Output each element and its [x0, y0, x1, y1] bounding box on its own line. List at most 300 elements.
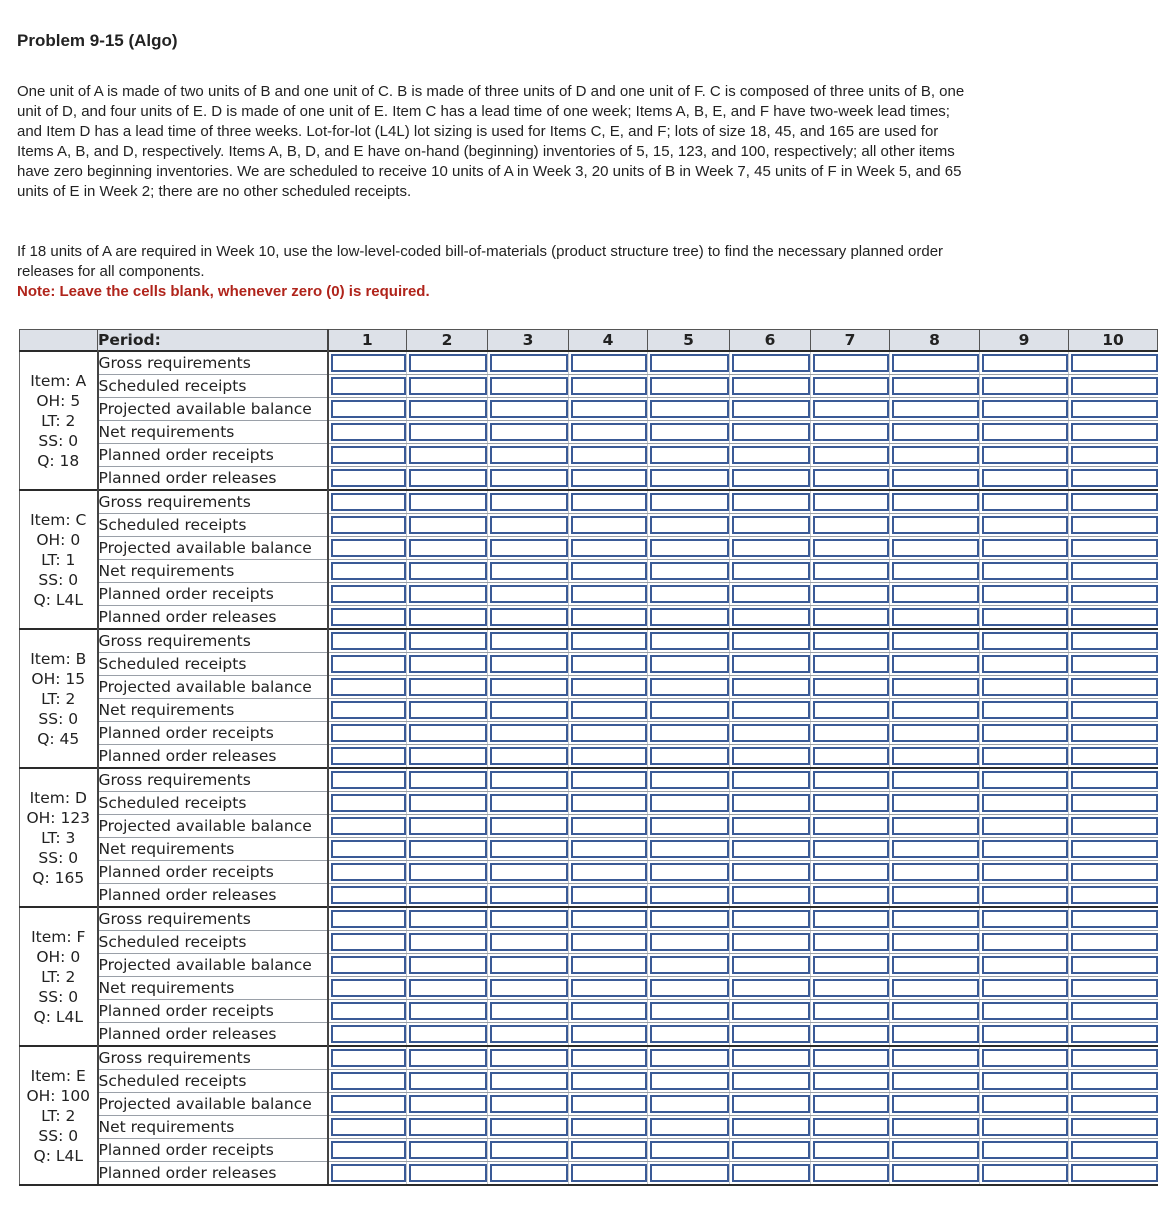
answer-input[interactable]	[331, 817, 407, 835]
answer-input[interactable]	[409, 469, 487, 487]
answer-input[interactable]	[1071, 747, 1158, 765]
answer-input[interactable]	[571, 608, 647, 626]
answer-input[interactable]	[650, 493, 729, 511]
answer-input[interactable]	[409, 1049, 487, 1067]
answer-input[interactable]	[409, 632, 487, 650]
answer-input[interactable]	[892, 469, 979, 487]
answer-input[interactable]	[490, 933, 568, 951]
answer-input[interactable]	[409, 493, 487, 511]
answer-input[interactable]	[1071, 632, 1158, 650]
answer-input[interactable]	[732, 1164, 810, 1182]
answer-input[interactable]	[813, 817, 889, 835]
answer-input[interactable]	[331, 1049, 407, 1067]
answer-input[interactable]	[571, 747, 647, 765]
answer-input[interactable]	[331, 863, 407, 881]
answer-input[interactable]	[732, 655, 810, 673]
answer-input[interactable]	[813, 886, 889, 904]
answer-input[interactable]	[409, 1072, 487, 1090]
answer-input[interactable]	[331, 886, 407, 904]
answer-input[interactable]	[409, 539, 487, 557]
answer-input[interactable]	[982, 655, 1068, 673]
answer-input[interactable]	[1071, 1095, 1158, 1113]
answer-input[interactable]	[490, 678, 568, 696]
answer-input[interactable]	[1071, 608, 1158, 626]
answer-input[interactable]	[892, 747, 979, 765]
answer-input[interactable]	[490, 724, 568, 742]
answer-input[interactable]	[982, 956, 1068, 974]
answer-input[interactable]	[982, 678, 1068, 696]
answer-input[interactable]	[813, 678, 889, 696]
answer-input[interactable]	[982, 632, 1068, 650]
answer-input[interactable]	[892, 585, 979, 603]
answer-input[interactable]	[732, 956, 810, 974]
answer-input[interactable]	[650, 516, 729, 534]
answer-input[interactable]	[571, 817, 647, 835]
answer-input[interactable]	[982, 701, 1068, 719]
answer-input[interactable]	[331, 1118, 407, 1136]
answer-input[interactable]	[732, 771, 810, 789]
answer-input[interactable]	[813, 1095, 889, 1113]
answer-input[interactable]	[490, 493, 568, 511]
answer-input[interactable]	[732, 400, 810, 418]
answer-input[interactable]	[409, 747, 487, 765]
answer-input[interactable]	[490, 585, 568, 603]
answer-input[interactable]	[490, 446, 568, 464]
answer-input[interactable]	[732, 562, 810, 580]
answer-input[interactable]	[490, 886, 568, 904]
answer-input[interactable]	[650, 840, 729, 858]
answer-input[interactable]	[650, 1025, 729, 1043]
answer-input[interactable]	[650, 933, 729, 951]
answer-input[interactable]	[813, 701, 889, 719]
answer-input[interactable]	[650, 724, 729, 742]
answer-input[interactable]	[982, 585, 1068, 603]
answer-input[interactable]	[490, 377, 568, 395]
answer-input[interactable]	[490, 817, 568, 835]
answer-input[interactable]	[732, 979, 810, 997]
answer-input[interactable]	[732, 1141, 810, 1159]
answer-input[interactable]	[982, 840, 1068, 858]
answer-input[interactable]	[571, 701, 647, 719]
answer-input[interactable]	[1071, 446, 1158, 464]
answer-input[interactable]	[1071, 701, 1158, 719]
answer-input[interactable]	[409, 1118, 487, 1136]
answer-input[interactable]	[813, 400, 889, 418]
answer-input[interactable]	[409, 1164, 487, 1182]
answer-input[interactable]	[813, 423, 889, 441]
answer-input[interactable]	[331, 1141, 407, 1159]
answer-input[interactable]	[813, 724, 889, 742]
answer-input[interactable]	[490, 1049, 568, 1067]
answer-input[interactable]	[1071, 516, 1158, 534]
answer-input[interactable]	[409, 377, 487, 395]
answer-input[interactable]	[732, 933, 810, 951]
answer-input[interactable]	[732, 1002, 810, 1020]
answer-input[interactable]	[571, 400, 647, 418]
answer-input[interactable]	[409, 863, 487, 881]
answer-input[interactable]	[732, 469, 810, 487]
answer-input[interactable]	[982, 516, 1068, 534]
answer-input[interactable]	[571, 585, 647, 603]
answer-input[interactable]	[409, 608, 487, 626]
answer-input[interactable]	[1071, 863, 1158, 881]
answer-input[interactable]	[571, 1002, 647, 1020]
answer-input[interactable]	[892, 979, 979, 997]
answer-input[interactable]	[331, 493, 407, 511]
answer-input[interactable]	[331, 771, 407, 789]
answer-input[interactable]	[331, 794, 407, 812]
answer-input[interactable]	[1071, 1002, 1158, 1020]
answer-input[interactable]	[331, 1002, 407, 1020]
answer-input[interactable]	[982, 1095, 1068, 1113]
answer-input[interactable]	[571, 539, 647, 557]
answer-input[interactable]	[982, 1002, 1068, 1020]
answer-input[interactable]	[650, 1072, 729, 1090]
answer-input[interactable]	[571, 1164, 647, 1182]
answer-input[interactable]	[331, 933, 407, 951]
answer-input[interactable]	[892, 1049, 979, 1067]
answer-input[interactable]	[331, 1025, 407, 1043]
answer-input[interactable]	[892, 701, 979, 719]
answer-input[interactable]	[409, 794, 487, 812]
answer-input[interactable]	[813, 539, 889, 557]
answer-input[interactable]	[650, 539, 729, 557]
answer-input[interactable]	[982, 423, 1068, 441]
answer-input[interactable]	[490, 910, 568, 928]
answer-input[interactable]	[892, 1164, 979, 1182]
answer-input[interactable]	[490, 701, 568, 719]
answer-input[interactable]	[331, 377, 407, 395]
answer-input[interactable]	[490, 1025, 568, 1043]
answer-input[interactable]	[813, 516, 889, 534]
answer-input[interactable]	[409, 840, 487, 858]
answer-input[interactable]	[490, 516, 568, 534]
answer-input[interactable]	[331, 1095, 407, 1113]
answer-input[interactable]	[490, 840, 568, 858]
answer-input[interactable]	[892, 400, 979, 418]
answer-input[interactable]	[892, 817, 979, 835]
answer-input[interactable]	[331, 1072, 407, 1090]
answer-input[interactable]	[982, 377, 1068, 395]
answer-input[interactable]	[813, 1141, 889, 1159]
answer-input[interactable]	[571, 516, 647, 534]
answer-input[interactable]	[982, 910, 1068, 928]
answer-input[interactable]	[571, 446, 647, 464]
answer-input[interactable]	[732, 1095, 810, 1113]
answer-input[interactable]	[813, 1164, 889, 1182]
answer-input[interactable]	[982, 469, 1068, 487]
answer-input[interactable]	[1071, 724, 1158, 742]
answer-input[interactable]	[571, 1072, 647, 1090]
answer-input[interactable]	[982, 794, 1068, 812]
answer-input[interactable]	[813, 1002, 889, 1020]
answer-input[interactable]	[331, 539, 407, 557]
answer-input[interactable]	[982, 979, 1068, 997]
answer-input[interactable]	[982, 724, 1068, 742]
answer-input[interactable]	[490, 979, 568, 997]
answer-input[interactable]	[732, 423, 810, 441]
answer-input[interactable]	[650, 1141, 729, 1159]
answer-input[interactable]	[571, 493, 647, 511]
answer-input[interactable]	[490, 539, 568, 557]
answer-input[interactable]	[650, 794, 729, 812]
answer-input[interactable]	[1071, 817, 1158, 835]
answer-input[interactable]	[1071, 655, 1158, 673]
answer-input[interactable]	[490, 354, 568, 372]
answer-input[interactable]	[331, 585, 407, 603]
answer-input[interactable]	[892, 840, 979, 858]
answer-input[interactable]	[650, 771, 729, 789]
answer-input[interactable]	[813, 933, 889, 951]
answer-input[interactable]	[490, 469, 568, 487]
answer-input[interactable]	[813, 910, 889, 928]
answer-input[interactable]	[892, 910, 979, 928]
answer-input[interactable]	[409, 1002, 487, 1020]
answer-input[interactable]	[1071, 1141, 1158, 1159]
answer-input[interactable]	[982, 608, 1068, 626]
answer-input[interactable]	[409, 1095, 487, 1113]
answer-input[interactable]	[892, 377, 979, 395]
answer-input[interactable]	[1071, 979, 1158, 997]
answer-input[interactable]	[650, 817, 729, 835]
answer-input[interactable]	[650, 910, 729, 928]
answer-input[interactable]	[982, 1072, 1068, 1090]
answer-input[interactable]	[571, 794, 647, 812]
answer-input[interactable]	[409, 1025, 487, 1043]
answer-input[interactable]	[813, 771, 889, 789]
answer-input[interactable]	[409, 956, 487, 974]
answer-input[interactable]	[409, 1141, 487, 1159]
answer-input[interactable]	[892, 794, 979, 812]
answer-input[interactable]	[409, 423, 487, 441]
answer-input[interactable]	[982, 354, 1068, 372]
answer-input[interactable]	[331, 724, 407, 742]
answer-input[interactable]	[982, 1025, 1068, 1043]
answer-input[interactable]	[732, 1072, 810, 1090]
answer-input[interactable]	[331, 678, 407, 696]
answer-input[interactable]	[409, 678, 487, 696]
answer-input[interactable]	[732, 910, 810, 928]
answer-input[interactable]	[982, 933, 1068, 951]
answer-input[interactable]	[1071, 423, 1158, 441]
answer-input[interactable]	[571, 562, 647, 580]
answer-input[interactable]	[1071, 1025, 1158, 1043]
answer-input[interactable]	[982, 817, 1068, 835]
answer-input[interactable]	[650, 423, 729, 441]
answer-input[interactable]	[571, 1141, 647, 1159]
answer-input[interactable]	[813, 979, 889, 997]
answer-input[interactable]	[650, 608, 729, 626]
answer-input[interactable]	[813, 608, 889, 626]
answer-input[interactable]	[982, 539, 1068, 557]
answer-input[interactable]	[732, 886, 810, 904]
answer-input[interactable]	[1071, 771, 1158, 789]
answer-input[interactable]	[571, 724, 647, 742]
answer-input[interactable]	[1071, 377, 1158, 395]
answer-input[interactable]	[571, 1095, 647, 1113]
answer-input[interactable]	[571, 423, 647, 441]
answer-input[interactable]	[331, 562, 407, 580]
answer-input[interactable]	[892, 446, 979, 464]
answer-input[interactable]	[650, 956, 729, 974]
answer-input[interactable]	[571, 910, 647, 928]
answer-input[interactable]	[331, 979, 407, 997]
answer-input[interactable]	[813, 1072, 889, 1090]
answer-input[interactable]	[331, 632, 407, 650]
answer-input[interactable]	[650, 1002, 729, 1020]
answer-input[interactable]	[571, 1025, 647, 1043]
answer-input[interactable]	[409, 354, 487, 372]
answer-input[interactable]	[732, 632, 810, 650]
answer-input[interactable]	[892, 539, 979, 557]
answer-input[interactable]	[650, 863, 729, 881]
answer-input[interactable]	[331, 956, 407, 974]
answer-input[interactable]	[892, 1118, 979, 1136]
answer-input[interactable]	[813, 446, 889, 464]
answer-input[interactable]	[490, 562, 568, 580]
answer-input[interactable]	[490, 608, 568, 626]
answer-input[interactable]	[1071, 562, 1158, 580]
answer-input[interactable]	[813, 956, 889, 974]
answer-input[interactable]	[892, 655, 979, 673]
answer-input[interactable]	[409, 886, 487, 904]
answer-input[interactable]	[1071, 585, 1158, 603]
answer-input[interactable]	[1071, 840, 1158, 858]
answer-input[interactable]	[813, 1025, 889, 1043]
answer-input[interactable]	[490, 1095, 568, 1113]
answer-input[interactable]	[982, 1164, 1068, 1182]
answer-input[interactable]	[650, 979, 729, 997]
answer-input[interactable]	[892, 956, 979, 974]
answer-input[interactable]	[490, 1072, 568, 1090]
answer-input[interactable]	[892, 562, 979, 580]
answer-input[interactable]	[892, 632, 979, 650]
answer-input[interactable]	[813, 354, 889, 372]
answer-input[interactable]	[982, 400, 1068, 418]
answer-input[interactable]	[1071, 539, 1158, 557]
answer-input[interactable]	[409, 933, 487, 951]
answer-input[interactable]	[982, 747, 1068, 765]
answer-input[interactable]	[571, 956, 647, 974]
answer-input[interactable]	[982, 562, 1068, 580]
answer-input[interactable]	[1071, 1049, 1158, 1067]
answer-input[interactable]	[490, 1002, 568, 1020]
answer-input[interactable]	[1071, 910, 1158, 928]
answer-input[interactable]	[982, 771, 1068, 789]
answer-input[interactable]	[331, 655, 407, 673]
answer-input[interactable]	[409, 771, 487, 789]
answer-input[interactable]	[813, 562, 889, 580]
answer-input[interactable]	[650, 446, 729, 464]
answer-input[interactable]	[892, 354, 979, 372]
answer-input[interactable]	[813, 1118, 889, 1136]
answer-input[interactable]	[813, 794, 889, 812]
answer-input[interactable]	[650, 678, 729, 696]
answer-input[interactable]	[813, 747, 889, 765]
answer-input[interactable]	[409, 724, 487, 742]
answer-input[interactable]	[650, 1095, 729, 1113]
answer-input[interactable]	[571, 1049, 647, 1067]
answer-input[interactable]	[409, 701, 487, 719]
answer-input[interactable]	[571, 632, 647, 650]
answer-input[interactable]	[732, 516, 810, 534]
answer-input[interactable]	[490, 956, 568, 974]
answer-input[interactable]	[1071, 469, 1158, 487]
answer-input[interactable]	[490, 794, 568, 812]
answer-input[interactable]	[732, 1049, 810, 1067]
answer-input[interactable]	[571, 655, 647, 673]
answer-input[interactable]	[813, 585, 889, 603]
answer-input[interactable]	[892, 1141, 979, 1159]
answer-input[interactable]	[1071, 1118, 1158, 1136]
answer-input[interactable]	[571, 840, 647, 858]
answer-input[interactable]	[490, 863, 568, 881]
answer-input[interactable]	[732, 863, 810, 881]
answer-input[interactable]	[409, 400, 487, 418]
answer-input[interactable]	[1071, 933, 1158, 951]
answer-input[interactable]	[409, 516, 487, 534]
answer-input[interactable]	[409, 446, 487, 464]
answer-input[interactable]	[650, 400, 729, 418]
answer-input[interactable]	[892, 886, 979, 904]
answer-input[interactable]	[1071, 794, 1158, 812]
answer-input[interactable]	[331, 1164, 407, 1182]
answer-input[interactable]	[409, 817, 487, 835]
answer-input[interactable]	[650, 1118, 729, 1136]
answer-input[interactable]	[892, 724, 979, 742]
answer-input[interactable]	[813, 863, 889, 881]
answer-input[interactable]	[331, 469, 407, 487]
answer-input[interactable]	[732, 1025, 810, 1043]
answer-input[interactable]	[732, 817, 810, 835]
answer-input[interactable]	[490, 632, 568, 650]
answer-input[interactable]	[650, 562, 729, 580]
answer-input[interactable]	[331, 701, 407, 719]
answer-input[interactable]	[813, 840, 889, 858]
answer-input[interactable]	[732, 840, 810, 858]
answer-input[interactable]	[409, 655, 487, 673]
answer-input[interactable]	[892, 1002, 979, 1020]
answer-input[interactable]	[982, 863, 1068, 881]
answer-input[interactable]	[813, 469, 889, 487]
answer-input[interactable]	[1071, 1072, 1158, 1090]
answer-input[interactable]	[892, 423, 979, 441]
answer-input[interactable]	[490, 747, 568, 765]
answer-input[interactable]	[1071, 886, 1158, 904]
answer-input[interactable]	[490, 771, 568, 789]
answer-input[interactable]	[331, 747, 407, 765]
answer-input[interactable]	[571, 354, 647, 372]
answer-input[interactable]	[650, 377, 729, 395]
answer-input[interactable]	[1071, 354, 1158, 372]
answer-input[interactable]	[892, 516, 979, 534]
answer-input[interactable]	[409, 910, 487, 928]
answer-input[interactable]	[331, 400, 407, 418]
answer-input[interactable]	[732, 1118, 810, 1136]
answer-input[interactable]	[571, 771, 647, 789]
answer-input[interactable]	[650, 747, 729, 765]
answer-input[interactable]	[732, 747, 810, 765]
answer-input[interactable]	[331, 423, 407, 441]
answer-input[interactable]	[732, 539, 810, 557]
answer-input[interactable]	[892, 678, 979, 696]
answer-input[interactable]	[331, 354, 407, 372]
answer-input[interactable]	[892, 608, 979, 626]
answer-input[interactable]	[650, 354, 729, 372]
answer-input[interactable]	[892, 1072, 979, 1090]
answer-input[interactable]	[982, 446, 1068, 464]
answer-input[interactable]	[571, 678, 647, 696]
